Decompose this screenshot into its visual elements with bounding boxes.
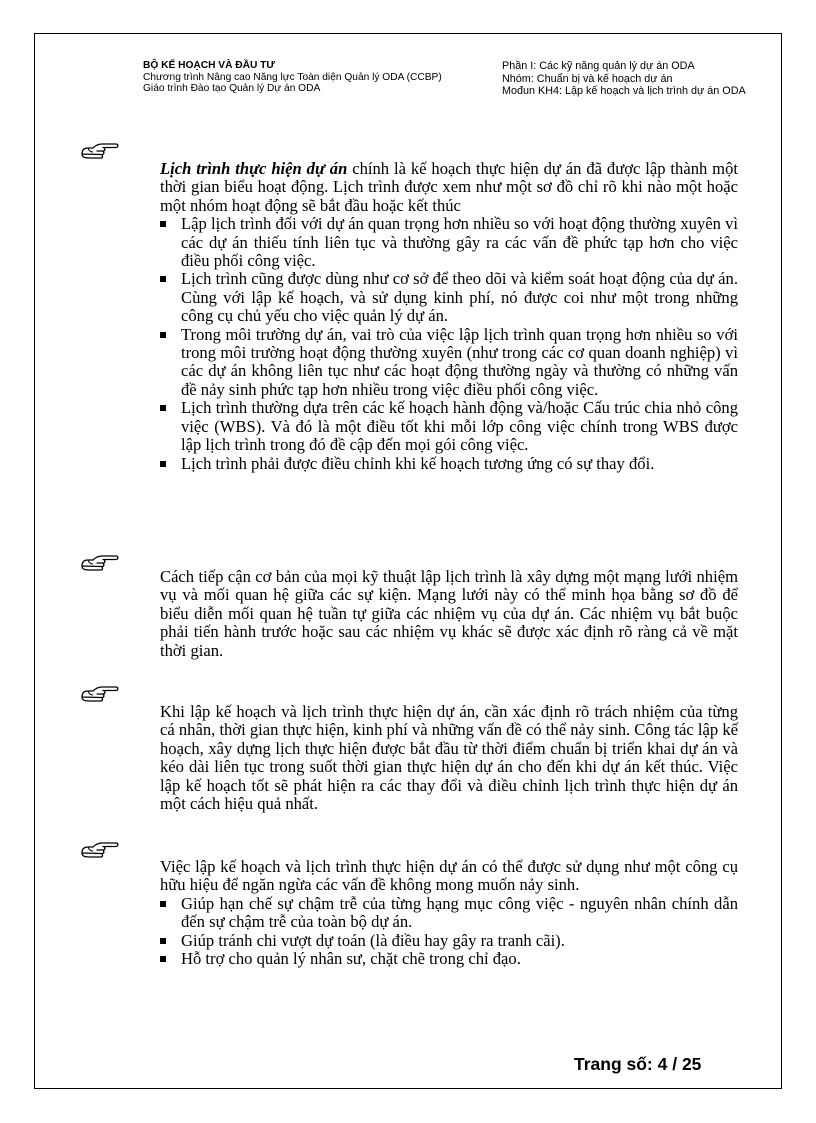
header-module: Mođun KH4: Lập kế hoạch và lịch trình dự án ODA (502, 85, 746, 97)
header-part: Phần I: Các kỹ năng quản lý dự án ODA (502, 60, 695, 72)
page-number: Trang số: 4 / 25 (574, 1054, 702, 1074)
header-program: Chương trình Nâng cao Năng lực Toàn diện Quản lý ODA (CCBP) (143, 71, 442, 83)
list-item: Lập lịch trình đối với dự án quan trọng hơn nhiều so với hoạt động thường xuyên vì các dự án thiếu tính liên tục và thường gây ra các vấn đề phức tạp hơn cho việc điều phối công việc. (156, 215, 738, 270)
section-network-approach (160, 568, 738, 660)
section-1-bullet-list (156, 215, 738, 473)
pointing-hand-icon (80, 553, 120, 577)
section-4-bullet-list (156, 895, 738, 969)
header-course: Giáo trình Đào tạo Quản lý Dự án ODA (143, 83, 321, 94)
list-item: Lịch trình thường dựa trên các kế hoạch hành động và/hoặc Cấu trúc chia nhỏ công việc (WBS). Và đó là một điều tốt khi mỗi lớp công việc chính trong WBS được lập lịch trình trong đó đề cập đến mọi gói công việc. (156, 399, 738, 454)
section-3-text: Khi lập kế hoạch và lịch trình thực hiện dự án, cần xác định rõ trách nhiệm của từng cá nhân, thời gian thực hiện, kinh phí và những vấn đề có thể nảy sinh. Công tác lập kế hoạch, xây dựng lịch thực hiện được bắt đầu từ thời điểm chuẩn bị triển khai dự án và kéo dài liên tục trong suốt thời gian thực hiện dự án cho đến khi dự án kết thúc. Việc lập kế hoạch tốt sẽ phát hiện ra các thay đổi và điều chỉnh lịch trình thực hiện dự án một cách hiệu quả nhất. (160, 702, 738, 814)
section-4-intro: Việc lập kế hoạch và lịch trình thực hiện dự án có thể được sử dụng như một công cụ hữu hiệu để ngăn ngừa các vấn đề không mong muốn nảy sinh. (160, 857, 738, 895)
section-planning-benefits (160, 858, 738, 968)
section-1-term: Lịch trình thực hiện dự án (160, 159, 348, 178)
header-left (143, 60, 493, 95)
pointing-hand-icon (80, 141, 120, 165)
section-planning-responsibility (160, 703, 738, 813)
list-item: Hỗ trợ cho quản lý nhân sư, chặt chẽ trong chỉ đạo. (156, 950, 738, 968)
list-item: Lịch trình phải được điều chỉnh khi kế hoạch tương ứng có sự thay đổi. (156, 455, 738, 473)
pointing-hand-icon (80, 684, 120, 708)
list-item: Giúp hạn chế sự chậm trễ của từng hạng mục công việc - nguyên nhân chính dẫn đến sự chậm trễ của toàn bộ dự án. (156, 895, 738, 932)
section-1-intro-text: chính là kế hoạch thực hiện dự án đã được lập thành một thời gian biểu hoạt động. Lịch trình được xem như một sơ đồ chỉ rõ khi nào một hoặc một nhóm hoạt động sẽ bắt đầu hoặc kết thúc (160, 159, 738, 215)
section-schedule-definition (160, 160, 738, 473)
list-item: Lịch trình cũng được dùng như cơ sở để theo dõi và kiểm soát hoạt động của dự án. Cùng với lập kế hoạch, và sử dụng kinh phí, nó được coi như một trong những công cụ chủ yếu cho việc quản lý dự án. (156, 270, 738, 325)
section-2-text: Cách tiếp cận cơ bản của mọi kỹ thuật lập lịch trình là xây dựng một mạng lưới nhiệm vụ và mối quan hệ giữa các sự kiện. Mạng lưới này có thể minh họa bằng sơ đồ để biểu diễn mối quan hệ tuần tự giữa các nhiệm vụ của dự án. Các nhiệm vụ bắt buộc phải tiến hành trước hoặc sau các nhiệm vụ khác sẽ được xác định rõ ràng cả về mặt thời gian. (160, 567, 738, 660)
header-org: BỘ KẾ HOẠCH VÀ ĐẦU TƯ (143, 60, 275, 71)
header-group: Nhóm: Chuẩn bị và kế hoạch dự án (502, 72, 673, 85)
pointing-hand-icon (80, 840, 120, 864)
section-1-intro (160, 160, 738, 215)
list-item: Trong môi trường dự án, vai trò của việc lập lịch trình quan trọng hơn nhiều so với trong môi trường hoạt động thường xuyên (như trong các cơ quan doanh nghiệp) vì các dự án không liên tục như các hoạt động thường ngày và thường có những vấn đề nảy sinh phức tạp hơn nhiều trong việc điều phối công việc. (156, 326, 738, 400)
header-right (502, 60, 747, 98)
list-item: Giúp tránh chi vượt dự toán (là điều hay gây ra tranh cãi). (156, 932, 738, 950)
